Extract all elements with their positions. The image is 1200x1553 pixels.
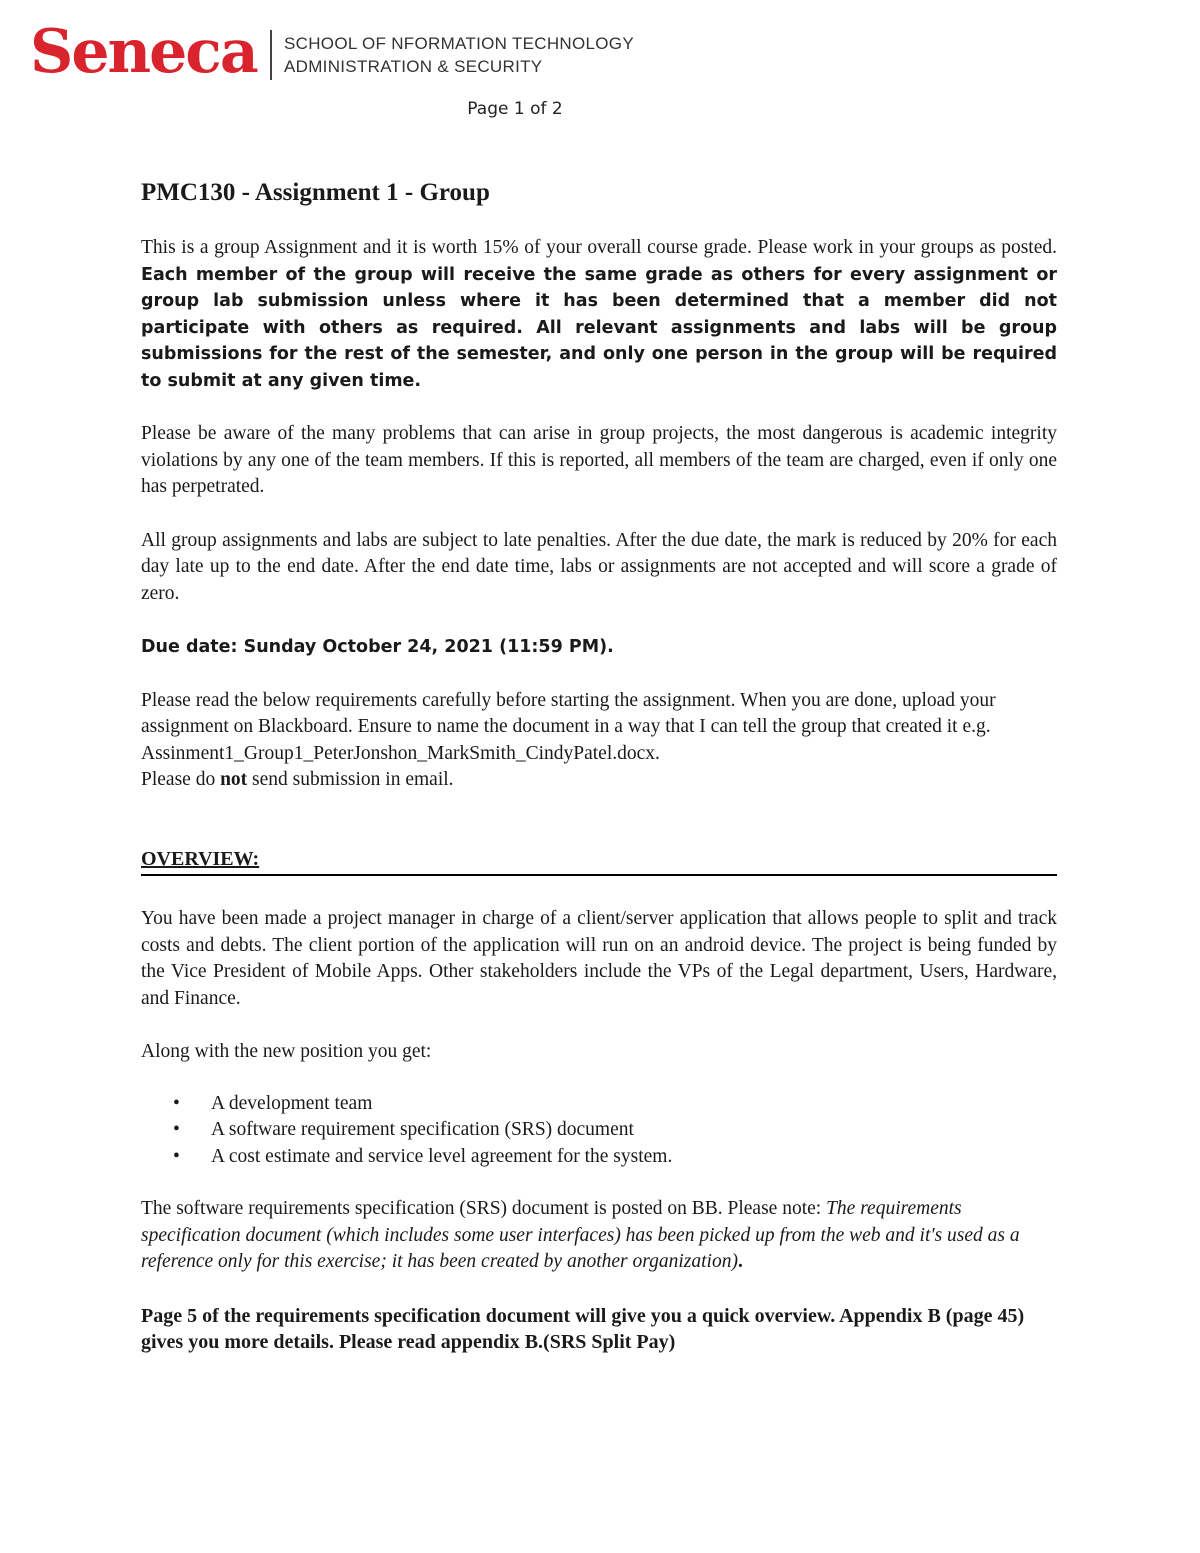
late-penalty-paragraph: All group assignments and labs are subject to late penalties. After the due date, the mark is reduced by 20% for each day late up to the end date. After the end date time, labs or assignments are not accepted and will score a grade of zero. xyxy=(141,529,1057,604)
school-name-line1: SCHOOL OF NFORMATION TECHNOLOGY xyxy=(284,34,634,53)
position-intro: Along with the new position you get: xyxy=(141,1041,432,1062)
overview-heading-text: OVERVIEW: xyxy=(141,847,260,870)
list-item: • A cost estimate and service level agreement for the system. xyxy=(211,1144,1057,1171)
school-name-line2: ADMINISTRATION & SECURITY xyxy=(284,57,543,76)
srs-paragraph xyxy=(141,1196,1057,1276)
list-item: • A development team xyxy=(211,1091,1057,1118)
position-benefits-list xyxy=(141,1091,1057,1171)
seneca-logo: Seneca xyxy=(30,17,257,87)
overview-paragraph: You have been made a project manager in charge of a client/server application that allows people to split and track costs and debts. The client portion of the application will run on an android device. The project is being funded by the Vice President of Mobile Apps. Other stakeholders include the VPs of the Legal department, Users, Hardware, and Finance. xyxy=(141,908,1057,1009)
instructions-text: Please read the below requirements carefully before starting the assignment. When you are done, upload your assignment on Blackboard. Ensure to name the document in a way that I can tell the group that created it e.g. Assinment1_Group1_PeterJonshon_MarkSmith_CindyPatel.docx. xyxy=(141,689,996,764)
page-number: Page 1 of 2 xyxy=(467,99,563,119)
overview-heading xyxy=(141,846,1057,877)
srs-end: . xyxy=(737,1251,743,1272)
instructions-emphasis: not xyxy=(220,769,248,790)
intro-plain-text: This is a group Assignment and it is worth 15% of your overall course grade. Please work in your groups as posted. xyxy=(141,237,1057,258)
due-date: Due date: Sunday October 24, 2021 (11:59 PM). xyxy=(141,637,614,657)
header-divider xyxy=(270,30,272,80)
document-body xyxy=(141,176,1057,1383)
intro-bold-text: Each member of the group will receive the same grade as others for every assignment or group lab submission unless where it has been determined that a member did not participate with others as required. All relevant assignments and labs will be group submissions for the rest of the semester, and only one person in the group will be required to submit at any given time. xyxy=(141,264,1057,391)
instructions-line2-start: Please do xyxy=(141,769,221,790)
instructions-paragraph xyxy=(141,688,1057,794)
integrity-paragraph: Please be aware of the many problems that can arise in group projects, the most dangerous is academic integrity violations by any one of the team members. If this is reported, all members of the team are charged, even if only one has perpetrated. xyxy=(141,423,1057,497)
intro-paragraph xyxy=(141,235,1057,394)
page-header xyxy=(30,17,730,87)
final-note: Page 5 of the requirements specification document will give you a quick overview. Appendix B (page 45) gives you more details. Please read appendix B.(SRS Split Pay) xyxy=(141,1304,1025,1353)
list-item: • A software requirement specification (SRS) document xyxy=(211,1117,1057,1144)
srs-plain-text: The software requirements specification (SRS) document is posted on BB. Please note: xyxy=(141,1198,827,1219)
document-title: PMC130 - Assignment 1 - Group xyxy=(141,179,490,206)
instructions-line2-end: send submission in email. xyxy=(247,769,454,790)
srs-italic-note: The requirements specification document (which includes some user interfaces) has been picked up from the web and it's used as a reference only for this exercise; it has been created by another organization) xyxy=(141,1198,1020,1272)
school-name xyxy=(284,32,634,78)
